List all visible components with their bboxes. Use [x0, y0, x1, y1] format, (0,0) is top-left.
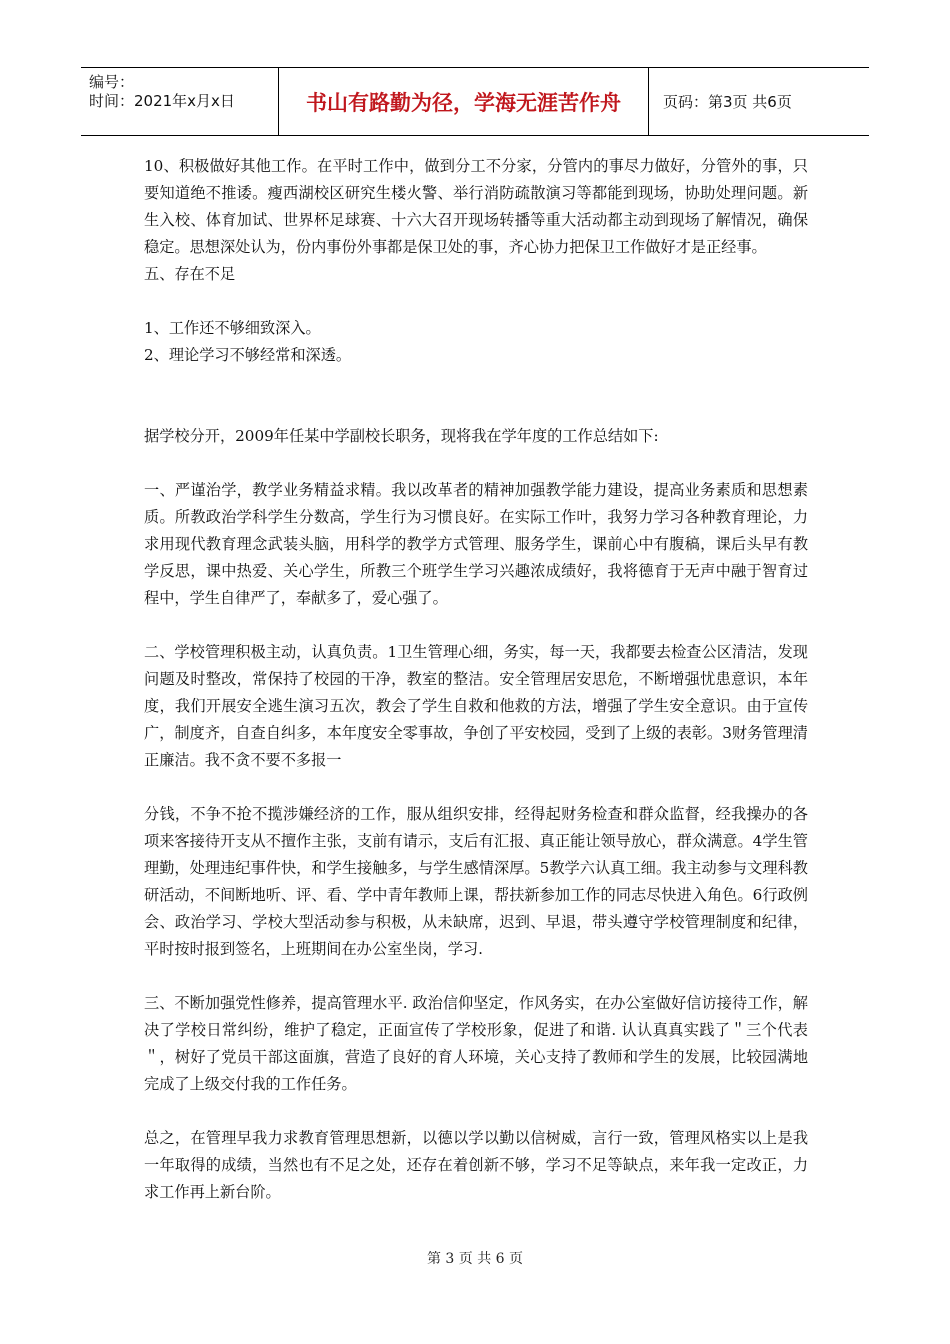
list-item: 2、理论学习不够经常和深透。 [144, 346, 352, 364]
document-number-label: 编号： [89, 73, 135, 91]
paragraph: 据学校分开，2009年任某中学副校长职务，现将我在学年度的工作总结如下: [144, 427, 659, 445]
header-meta [81, 68, 279, 135]
section-heading: 五、存在不足 [144, 265, 236, 283]
paragraph: 总之，在管理早我力求教育管理思想新，以德以学以勤以信树威，言行一致，管理风格实以上是我一年取得的成绩，当然也有不足之处，还存在着创新不够，学习不足等缺点，来年我一定改正，力求工作再上新台阶。 [144, 1129, 808, 1201]
paragraph: 10、积极做好其他工作。在平时工作中，做到分工不分家，分管内的事尽力做好，分管外的事，只要知道绝不推诿。瘦西湖校区研究生楼火警、举行消防疏散演习等都能到现场，协助处理问题。新生入校、体育加试、世界杯足球赛、十六大召开现场转播等重大活动都主动到现场了解情况，确保稳定。思想深处认为，份内事份外事都是保卫处的事，齐心协力把保卫工作做好才是正经事。 [144, 157, 808, 256]
header-motto: 书山有路勤为径，学海无涯苦作舟 [279, 68, 649, 135]
document-date-label: 时间：2021年x月x日 [89, 92, 235, 110]
paragraph: 一、严谨治学，教学业务精益求精。我以改革者的精神加强教学能力建设，提高业务素质和思想素质。所教政治学科学生分数高，学生行为习惯良好。在实际工作叶，我努力学习各种教育理论，力求用现代教育理念武装头脑，用科学的教学方式管理、服务学生，课前心中有腹稿，课后头早有教学反思，课中热爱、关心学生，所教三个班学生学习兴趣浓成绩好，我将德育于无声中融于智育过程中，学生自律严了，奉献多了，爱心强了。 [144, 481, 808, 607]
page-footer: 第 3 页 共 6 页 [426, 1251, 524, 1267]
page-header [81, 67, 869, 136]
document-body [144, 153, 808, 1206]
paragraph: 二、学校管理积极主动，认真负责。1卫生管理心细，务实，每一天，我都要去检查公区清洁，发现问题及时整改，常保持了校园的干净，教室的整洁。安全管理居安思危，不断增强忧患意识，本年度，我们开展安全逃生演习五次，教会了学生自救和他救的方法，增强了学生安全意识。由于宣传广，制度齐，自查自纠多，本年度安全零事故，争创了平安校园，受到了上级的表彰。3财务管理清正廉洁。我不贪不要不多报一 [144, 643, 808, 769]
list-item: 1、工作还不够细致深入。 [144, 319, 321, 337]
paragraph: 分钱，不争不抢不揽涉嫌经济的工作，服从组织安排，经得起财务检查和群众监督，经我操办的各项来客接待开支从不擅作主张，支前有请示，支后有汇报、真正能让领导放心，群众满意。4学生管理勤，处理违纪事件快，和学生接触多，与学生感情深厚。5教学六认真工细。我主动参与文理科教研活动，不间断地听、评、看、学中青年教师上课，帮扶新参加工作的同志尽快进入角色。6行政例会、政治学习、学校大型活动参与积极，从未缺席，迟到、早退，带头遵守学校管理制度和纪律，平时按时报到签名，上班期间在办公室坐岗，学习. [144, 805, 808, 958]
header-page-label: 页码：第3页 共6页 [663, 93, 792, 111]
paragraph: 三、不断加强党性修养，提高管理水平. 政治信仰坚定，作风务实，在办公室做好信访接待工作，解决了学校日常纠纷，维护了稳定，正面宣传了学校形象，促进了和谐. 认认真真实践了＂三个代表＂，树好了党员干部这面旗，营造了良好的育人环境，关心支持了教师和学生的发展，比较园满地完成了上级交付我的工作任务。 [144, 994, 808, 1093]
